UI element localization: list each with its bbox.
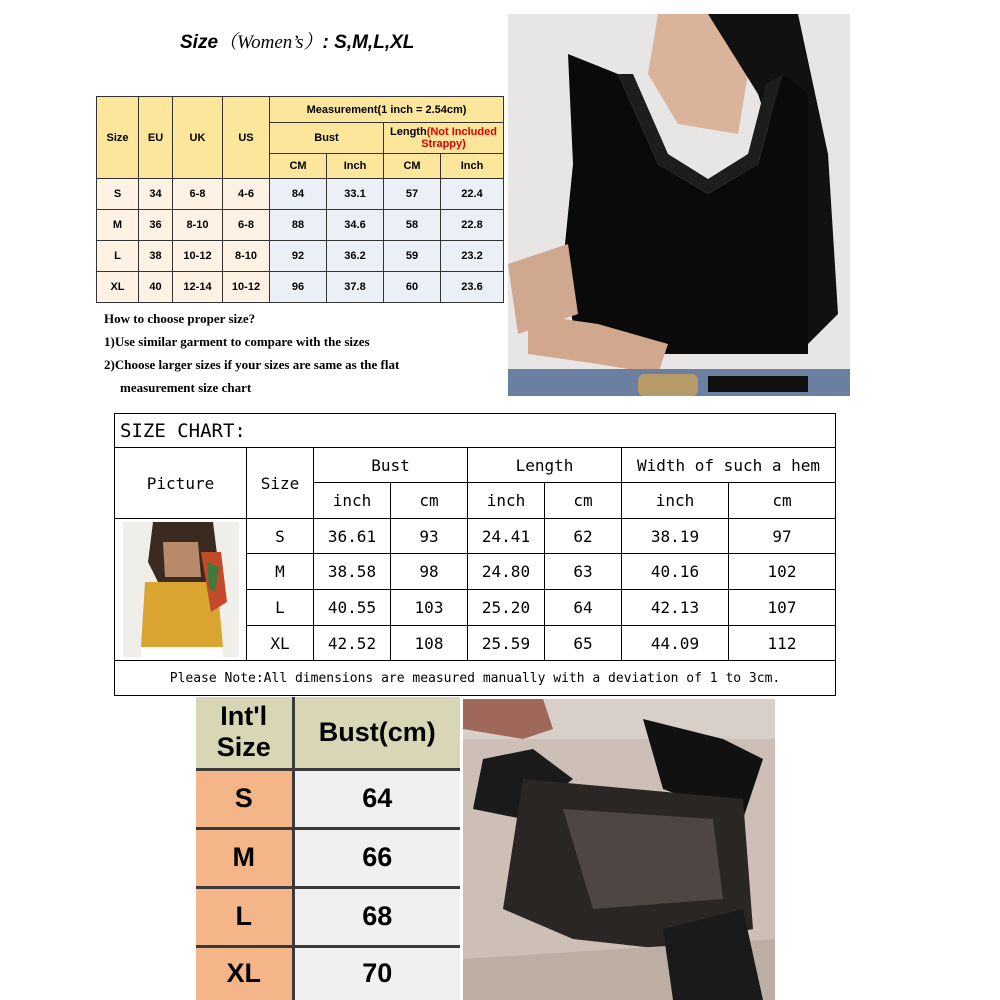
t2-length-inch: inch	[468, 483, 545, 519]
t1-length-cm-cell: 60	[384, 272, 441, 303]
t2-width-inch-cell: 44.09	[622, 626, 729, 661]
t2-length-cm-cell: 64	[545, 590, 622, 626]
table-row	[196, 946, 460, 1000]
t1-us-cell: 8-10	[223, 241, 270, 272]
size-table-3	[196, 697, 460, 1000]
t1-header-length	[384, 123, 504, 154]
size-chart-heading: SIZE CHART:	[115, 414, 836, 448]
howto-line-3: 2)Choose larger sizes if your sizes are same as the flat	[104, 357, 400, 372]
t2-bust-inch: inch	[314, 483, 391, 519]
t1-uk-cell: 12-14	[173, 272, 223, 303]
t2-bust-cm-cell: 98	[391, 554, 468, 590]
t3-bust-cell: 68	[293, 887, 460, 946]
t1-size-cell: XL	[97, 272, 139, 303]
t1-eu-cell: 36	[139, 210, 173, 241]
table-row	[196, 828, 460, 887]
table-row	[196, 887, 460, 946]
t2-bust-inch-cell: 42.52	[314, 626, 391, 661]
t1-bust-inch-cell: 33.1	[327, 179, 384, 210]
t1-eu-cell: 38	[139, 241, 173, 272]
t1-bust-inch-cell: 37.8	[327, 272, 384, 303]
t2-length-inch-cell: 24.80	[468, 554, 545, 590]
t2-width-inch-cell: 40.16	[622, 554, 729, 590]
t3-bust-cell: 66	[293, 828, 460, 887]
t3-size-cell: S	[196, 769, 293, 828]
t2-width-inch-cell: 42.13	[622, 590, 729, 626]
t2-width-cm-cell: 97	[729, 519, 836, 554]
t1-header-uk: UK	[173, 97, 223, 179]
t1-size-cell: L	[97, 241, 139, 272]
t1-length-inch-cell: 23.2	[441, 241, 504, 272]
t2-width-cm-cell: 112	[729, 626, 836, 661]
table-row	[97, 241, 504, 272]
t1-length-inch-cell: 22.4	[441, 179, 504, 210]
t1-bust-cm-cell: 84	[270, 179, 327, 210]
t3-header-bust: Bust(cm)	[293, 697, 460, 769]
t3-size-cell: L	[196, 887, 293, 946]
t2-header-picture: Picture	[115, 448, 247, 519]
t1-bust-inch-cell: 34.6	[327, 210, 384, 241]
table-row	[115, 519, 836, 554]
t1-uk-cell: 10-12	[173, 241, 223, 272]
measurement-note: Please Note:All dimensions are measured manually with a deviation of 1 to 3cm.	[115, 661, 836, 696]
table-row	[97, 179, 504, 210]
title-womens: （Women’s）	[218, 32, 323, 53]
howto-line-1: How to choose proper size?	[104, 311, 256, 326]
t3-bust-cell: 64	[293, 769, 460, 828]
t2-bust-cm-cell: 108	[391, 626, 468, 661]
t2-width-cm: cm	[729, 483, 836, 519]
howto-line-2: 1)Use similar garment to compare with the sizes	[104, 334, 370, 349]
t1-length-label: Length	[390, 126, 427, 138]
t1-header-us: US	[223, 97, 270, 179]
t1-header-size: Size	[97, 97, 139, 179]
t3-header-size-line2: Size	[216, 732, 271, 763]
size-chart-table-2	[114, 413, 836, 696]
table-row	[97, 210, 504, 241]
t2-picture-cell	[115, 519, 247, 661]
t1-length-cm-cell: 59	[384, 241, 441, 272]
t1-header-eu: EU	[139, 97, 173, 179]
t3-size-cell: XL	[196, 946, 293, 1000]
title-prefix: Size	[180, 32, 219, 53]
t2-header-size: Size	[247, 448, 314, 519]
t3-bust-cell: 70	[293, 946, 460, 1000]
t2-length-inch-cell: 24.41	[468, 519, 545, 554]
t1-us-cell: 10-12	[223, 272, 270, 303]
t2-length-cm: cm	[545, 483, 622, 519]
t1-header-measurement: Measurement(1 inch = 2.54cm)	[270, 97, 504, 123]
t1-length-inch: Inch	[441, 154, 504, 179]
t1-bust-cm-cell: 96	[270, 272, 327, 303]
t2-width-inch-cell: 38.19	[622, 519, 729, 554]
t3-size-cell: M	[196, 828, 293, 887]
t2-width-cm-cell: 107	[729, 590, 836, 626]
t2-bust-inch-cell: 40.55	[314, 590, 391, 626]
t1-uk-cell: 8-10	[173, 210, 223, 241]
t2-header-length: Length	[468, 448, 622, 483]
t2-header-bust: Bust	[314, 448, 468, 483]
t1-bust-cm: CM	[270, 154, 327, 179]
size-table-1	[96, 96, 504, 303]
t1-length-cm-cell: 58	[384, 210, 441, 241]
t1-us-cell: 6-8	[223, 210, 270, 241]
t1-size-cell: M	[97, 210, 139, 241]
t2-length-inch-cell: 25.59	[468, 626, 545, 661]
howto-line-4: measurement size chart	[120, 380, 252, 395]
t2-header-width: Width of such a hem	[622, 448, 836, 483]
t1-length-cm: CM	[384, 154, 441, 179]
t3-header-size-line1: Int'l	[220, 701, 268, 732]
t1-eu-cell: 34	[139, 179, 173, 210]
t1-eu-cell: 40	[139, 272, 173, 303]
t1-length-inch-cell: 23.6	[441, 272, 504, 303]
t2-width-inch: inch	[622, 483, 729, 519]
t1-header-bust: Bust	[270, 123, 384, 154]
table-row	[97, 272, 504, 303]
t1-bust-inch-cell: 36.2	[327, 241, 384, 272]
t1-us-cell: 4-6	[223, 179, 270, 210]
t2-bust-inch-cell: 36.61	[314, 519, 391, 554]
t2-length-cm-cell: 63	[545, 554, 622, 590]
t2-bust-cm-cell: 93	[391, 519, 468, 554]
t2-size-cell: L	[247, 590, 314, 626]
t1-length-cm-cell: 57	[384, 179, 441, 210]
model-photo-lace-bralette	[463, 699, 775, 1000]
t2-bust-cm-cell: 103	[391, 590, 468, 626]
t1-length-note: (Not Included Strappy)	[421, 126, 497, 150]
t2-size-cell: S	[247, 519, 314, 554]
t2-length-inch-cell: 25.20	[468, 590, 545, 626]
t2-size-cell: M	[247, 554, 314, 590]
title-sizes: : S,M,L,XL	[322, 32, 415, 53]
t2-width-cm-cell: 102	[729, 554, 836, 590]
t1-uk-cell: 6-8	[173, 179, 223, 210]
t1-length-inch-cell: 22.8	[441, 210, 504, 241]
size-chart-title	[180, 27, 414, 54]
t2-bust-cm: cm	[391, 483, 468, 519]
table-row	[196, 769, 460, 828]
model-photo-black-cami	[508, 14, 850, 396]
t1-bust-cm-cell: 92	[270, 241, 327, 272]
t1-size-cell: S	[97, 179, 139, 210]
t3-header-size	[196, 697, 293, 769]
t2-length-cm-cell: 62	[545, 519, 622, 554]
t2-length-cm-cell: 65	[545, 626, 622, 661]
t1-bust-cm-cell: 88	[270, 210, 327, 241]
t2-size-cell: XL	[247, 626, 314, 661]
t2-bust-inch-cell: 38.58	[314, 554, 391, 590]
model-photo-yellow-cami	[123, 522, 239, 657]
t1-bust-inch: Inch	[327, 154, 384, 179]
